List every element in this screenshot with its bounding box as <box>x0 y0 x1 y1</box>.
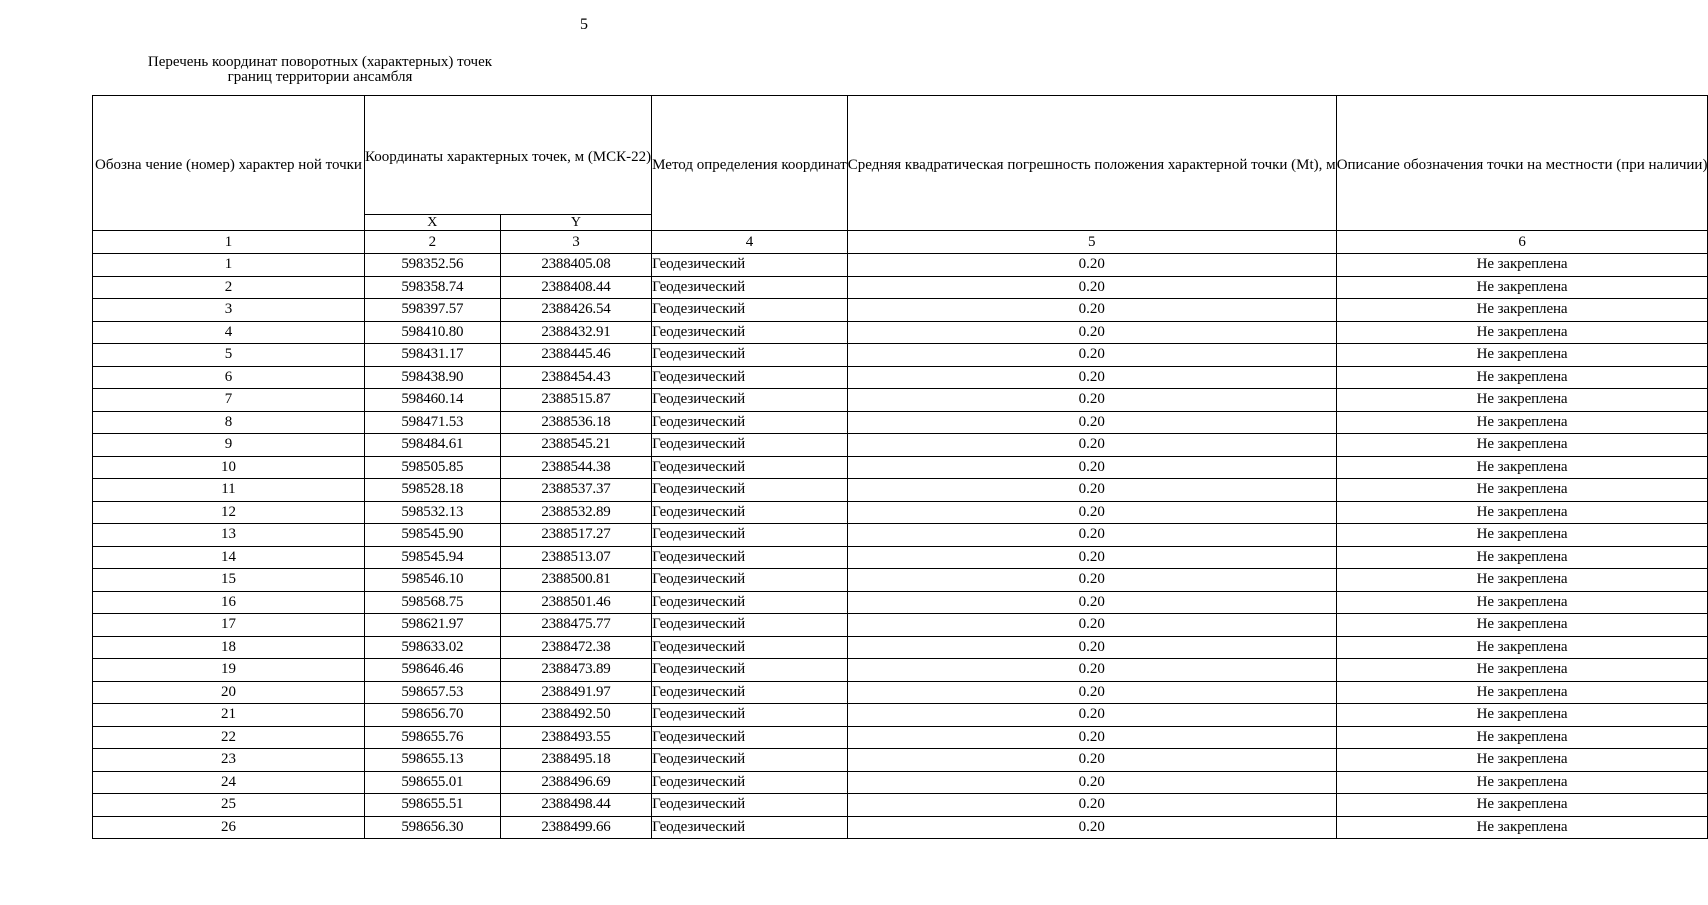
y-coordinate-cell: 2388408.44 <box>500 276 651 299</box>
method-cell: Геодезический <box>652 636 848 659</box>
point-number-cell: 5 <box>93 344 365 367</box>
y-coordinate-cell: 2388537.37 <box>500 479 651 502</box>
x-coordinate-cell: 598655.76 <box>364 726 500 749</box>
table-row <box>93 501 1708 524</box>
method-cell: Геодезический <box>652 794 848 817</box>
error-cell: 0.20 <box>847 569 1336 592</box>
y-coordinate-cell: 2388445.46 <box>500 344 651 367</box>
table-row <box>93 816 1708 839</box>
document-title: Перечень координат поворотных (характерных) точек <box>147 54 493 70</box>
point-number-cell: 16 <box>93 591 365 614</box>
description-cell: Не закреплена <box>1336 659 1708 682</box>
y-coordinate-cell: 2388498.44 <box>500 794 651 817</box>
method-cell: Геодезический <box>652 254 848 277</box>
y-coordinate-cell: 2388426.54 <box>500 299 651 322</box>
error-cell: 0.20 <box>847 344 1336 367</box>
table-header-row <box>93 96 1708 215</box>
y-coordinate-cell: 2388513.07 <box>500 546 651 569</box>
table-row <box>93 591 1708 614</box>
point-number-cell: 6 <box>93 366 365 389</box>
table-row <box>93 456 1708 479</box>
method-cell: Геодезический <box>652 411 848 434</box>
y-coordinate-cell: 2388532.89 <box>500 501 651 524</box>
error-cell: 0.20 <box>847 659 1336 682</box>
method-cell: Геодезический <box>652 614 848 637</box>
error-cell: 0.20 <box>847 366 1336 389</box>
y-coordinate-cell: 2388495.18 <box>500 749 651 772</box>
y-coordinate-cell: 2388501.46 <box>500 591 651 614</box>
x-coordinate-cell: 598460.14 <box>364 389 500 412</box>
table-row <box>93 681 1708 704</box>
description-cell: Не закреплена <box>1336 344 1708 367</box>
method-cell: Геодезический <box>652 591 848 614</box>
y-coordinate-cell: 2388454.43 <box>500 366 651 389</box>
y-coordinate-cell: 2388515.87 <box>500 389 651 412</box>
error-cell: 0.20 <box>847 749 1336 772</box>
table-row <box>93 321 1708 344</box>
x-coordinate-cell: 598438.90 <box>364 366 500 389</box>
description-cell: Не закреплена <box>1336 501 1708 524</box>
error-cell: 0.20 <box>847 456 1336 479</box>
error-cell: 0.20 <box>847 479 1336 502</box>
point-number-cell: 4 <box>93 321 365 344</box>
description-cell: Не закреплена <box>1336 411 1708 434</box>
description-cell: Не закреплена <box>1336 726 1708 749</box>
method-cell: Геодезический <box>652 434 848 457</box>
method-cell: Геодезический <box>652 501 848 524</box>
description-cell: Не закреплена <box>1336 771 1708 794</box>
description-cell: Не закреплена <box>1336 749 1708 772</box>
point-number-cell: 26 <box>93 816 365 839</box>
table-row <box>93 794 1708 817</box>
error-cell: 0.20 <box>847 501 1336 524</box>
x-coordinate-cell: 598528.18 <box>364 479 500 502</box>
column-number: 5 <box>847 231 1336 254</box>
x-coordinate-cell: 598471.53 <box>364 411 500 434</box>
y-coordinate-cell: 2388496.69 <box>500 771 651 794</box>
header-point-number: Обозна чение (номер) характер ной точки <box>93 96 365 231</box>
x-coordinate-cell: 598568.75 <box>364 591 500 614</box>
table-row <box>93 434 1708 457</box>
point-number-cell: 10 <box>93 456 365 479</box>
description-cell: Не закреплена <box>1336 254 1708 277</box>
method-cell: Геодезический <box>652 704 848 727</box>
description-cell: Не закреплена <box>1336 276 1708 299</box>
header-method: Метод определения координат <box>652 96 848 231</box>
table-row <box>93 299 1708 322</box>
method-cell: Геодезический <box>652 389 848 412</box>
point-number-cell: 19 <box>93 659 365 682</box>
y-coordinate-cell: 2388491.97 <box>500 681 651 704</box>
method-cell: Геодезический <box>652 816 848 839</box>
table-row <box>93 524 1708 547</box>
table-row <box>93 771 1708 794</box>
description-cell: Не закреплена <box>1336 299 1708 322</box>
description-cell: Не закреплена <box>1336 704 1708 727</box>
header-error: Средняя квадратическая погрешность положения характерной точки (Mt), м <box>847 96 1336 231</box>
x-coordinate-cell: 598655.13 <box>364 749 500 772</box>
table-body <box>93 254 1708 839</box>
method-cell: Геодезический <box>652 726 848 749</box>
y-coordinate-cell: 2388475.77 <box>500 614 651 637</box>
table-row <box>93 366 1708 389</box>
point-number-cell: 21 <box>93 704 365 727</box>
table-row <box>93 614 1708 637</box>
x-coordinate-cell: 598484.61 <box>364 434 500 457</box>
y-coordinate-cell: 2388405.08 <box>500 254 651 277</box>
column-number: 1 <box>93 231 365 254</box>
point-number-cell: 23 <box>93 749 365 772</box>
description-cell: Не закреплена <box>1336 524 1708 547</box>
table-row <box>93 749 1708 772</box>
point-number-cell: 9 <box>93 434 365 457</box>
description-cell: Не закреплена <box>1336 366 1708 389</box>
error-cell: 0.20 <box>847 434 1336 457</box>
x-coordinate-cell: 598358.74 <box>364 276 500 299</box>
table-row <box>93 479 1708 502</box>
description-cell: Не закреплена <box>1336 794 1708 817</box>
description-cell: Не закреплена <box>1336 321 1708 344</box>
description-cell: Не закреплена <box>1336 456 1708 479</box>
y-coordinate-cell: 2388500.81 <box>500 569 651 592</box>
point-number-cell: 8 <box>93 411 365 434</box>
error-cell: 0.20 <box>847 816 1336 839</box>
header-description: Описание обозначения точки на местности (при наличии) <box>1336 96 1708 231</box>
point-number-cell: 20 <box>93 681 365 704</box>
header-x: X <box>364 215 500 231</box>
header-coordinates: Координаты характерных точек, м (МСК-22) <box>364 96 651 215</box>
table-row <box>93 704 1708 727</box>
description-cell: Не закреплена <box>1336 479 1708 502</box>
description-cell: Не закреплена <box>1336 591 1708 614</box>
error-cell: 0.20 <box>847 524 1336 547</box>
error-cell: 0.20 <box>847 546 1336 569</box>
y-coordinate-cell: 2388536.18 <box>500 411 651 434</box>
y-coordinate-cell: 2388499.66 <box>500 816 651 839</box>
error-cell: 0.20 <box>847 321 1336 344</box>
y-coordinate-cell: 2388517.27 <box>500 524 651 547</box>
x-coordinate-cell: 598621.97 <box>364 614 500 637</box>
description-cell: Не закреплена <box>1336 614 1708 637</box>
error-cell: 0.20 <box>847 636 1336 659</box>
description-cell: Не закреплена <box>1336 636 1708 659</box>
table-row <box>93 569 1708 592</box>
table-row <box>93 254 1708 277</box>
point-number-cell: 14 <box>93 546 365 569</box>
point-number-cell: 11 <box>93 479 365 502</box>
description-cell: Не закреплена <box>1336 681 1708 704</box>
method-cell: Геодезический <box>652 321 848 344</box>
column-number: 4 <box>652 231 848 254</box>
error-cell: 0.20 <box>847 276 1336 299</box>
header-y: Y <box>500 215 651 231</box>
x-coordinate-cell: 598352.56 <box>364 254 500 277</box>
method-cell: Геодезический <box>652 771 848 794</box>
x-coordinate-cell: 598655.01 <box>364 771 500 794</box>
point-number-cell: 24 <box>93 771 365 794</box>
x-coordinate-cell: 598431.17 <box>364 344 500 367</box>
method-cell: Геодезический <box>652 569 848 592</box>
y-coordinate-cell: 2388544.38 <box>500 456 651 479</box>
x-coordinate-cell: 598656.70 <box>364 704 500 727</box>
table-row <box>93 276 1708 299</box>
point-number-cell: 18 <box>93 636 365 659</box>
method-cell: Геодезический <box>652 659 848 682</box>
method-cell: Геодезический <box>652 344 848 367</box>
method-cell: Геодезический <box>652 681 848 704</box>
x-coordinate-cell: 598545.94 <box>364 546 500 569</box>
x-coordinate-cell: 598410.80 <box>364 321 500 344</box>
table-row <box>93 389 1708 412</box>
description-cell: Не закреплена <box>1336 816 1708 839</box>
point-number-cell: 2 <box>93 276 365 299</box>
table-row <box>93 726 1708 749</box>
x-coordinate-cell: 598545.90 <box>364 524 500 547</box>
method-cell: Геодезический <box>652 456 848 479</box>
description-cell: Не закреплена <box>1336 389 1708 412</box>
error-cell: 0.20 <box>847 704 1336 727</box>
y-coordinate-cell: 2388432.91 <box>500 321 651 344</box>
description-cell: Не закреплена <box>1336 569 1708 592</box>
error-cell: 0.20 <box>847 614 1336 637</box>
point-number-cell: 22 <box>93 726 365 749</box>
error-cell: 0.20 <box>847 794 1336 817</box>
document-subtitle: границ территории ансамбля <box>227 69 413 85</box>
x-coordinate-cell: 598505.85 <box>364 456 500 479</box>
y-coordinate-cell: 2388472.38 <box>500 636 651 659</box>
column-number: 3 <box>500 231 651 254</box>
x-coordinate-cell: 598657.53 <box>364 681 500 704</box>
method-cell: Геодезический <box>652 366 848 389</box>
error-cell: 0.20 <box>847 681 1336 704</box>
point-number-cell: 3 <box>93 299 365 322</box>
error-cell: 0.20 <box>847 299 1336 322</box>
y-coordinate-cell: 2388493.55 <box>500 726 651 749</box>
x-coordinate-cell: 598397.57 <box>364 299 500 322</box>
method-cell: Геодезический <box>652 276 848 299</box>
column-number: 6 <box>1336 231 1708 254</box>
table-row <box>93 546 1708 569</box>
method-cell: Геодезический <box>652 479 848 502</box>
description-cell: Не закреплена <box>1336 434 1708 457</box>
method-cell: Геодезический <box>652 546 848 569</box>
error-cell: 0.20 <box>847 411 1336 434</box>
page-number: 5 <box>580 16 588 33</box>
error-cell: 0.20 <box>847 389 1336 412</box>
point-number-cell: 25 <box>93 794 365 817</box>
x-coordinate-cell: 598646.46 <box>364 659 500 682</box>
method-cell: Геодезический <box>652 299 848 322</box>
point-number-cell: 17 <box>93 614 365 637</box>
point-number-cell: 12 <box>93 501 365 524</box>
method-cell: Геодезический <box>652 749 848 772</box>
y-coordinate-cell: 2388473.89 <box>500 659 651 682</box>
method-cell: Геодезический <box>652 524 848 547</box>
column-number: 2 <box>364 231 500 254</box>
y-coordinate-cell: 2388545.21 <box>500 434 651 457</box>
point-number-cell: 13 <box>93 524 365 547</box>
coordinates-table <box>92 95 1708 839</box>
error-cell: 0.20 <box>847 771 1336 794</box>
x-coordinate-cell: 598546.10 <box>364 569 500 592</box>
y-coordinate-cell: 2388492.50 <box>500 704 651 727</box>
point-number-cell: 15 <box>93 569 365 592</box>
table-row <box>93 659 1708 682</box>
table-row <box>93 636 1708 659</box>
table-row <box>93 411 1708 434</box>
x-coordinate-cell: 598655.51 <box>364 794 500 817</box>
x-coordinate-cell: 598532.13 <box>364 501 500 524</box>
x-coordinate-cell: 598633.02 <box>364 636 500 659</box>
error-cell: 0.20 <box>847 726 1336 749</box>
column-number-row <box>93 231 1708 254</box>
point-number-cell: 1 <box>93 254 365 277</box>
point-number-cell: 7 <box>93 389 365 412</box>
description-cell: Не закреплена <box>1336 546 1708 569</box>
error-cell: 0.20 <box>847 254 1336 277</box>
error-cell: 0.20 <box>847 591 1336 614</box>
table-row <box>93 344 1708 367</box>
x-coordinate-cell: 598656.30 <box>364 816 500 839</box>
